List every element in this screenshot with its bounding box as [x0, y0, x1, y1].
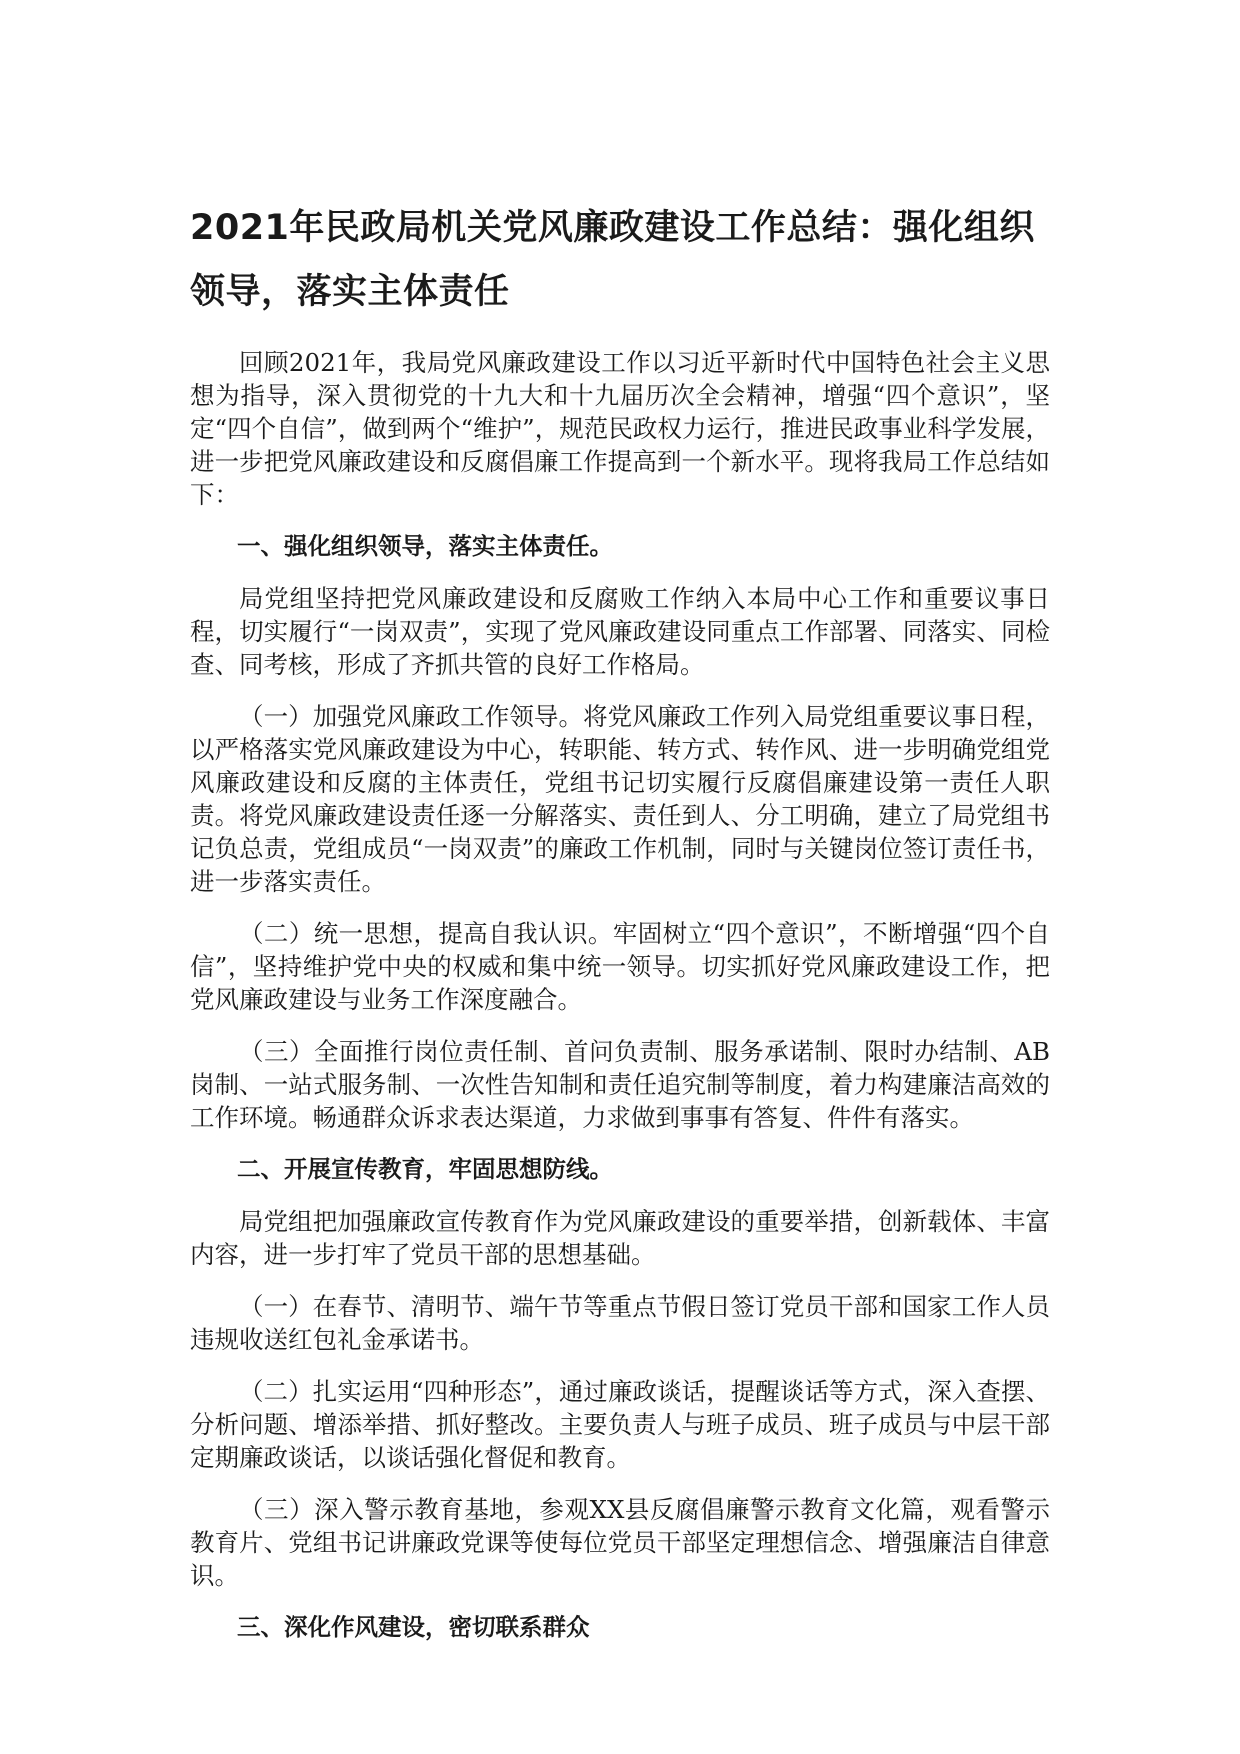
section-1-item-3: （三）全面推行岗位责任制、首问负责制、服务承诺制、限时办结制、AB岗制、一站式服务制、一次性告知制和责任追究制等制度，着力构建廉洁高效的工作环境。畅通群众诉求表达渠道，力求做到事事有答复、件件有落实。	[190, 1037, 1050, 1132]
document-title: 2021年民政局机关党风廉政建设工作总结：强化组织领导，落实主体责任	[190, 208, 1035, 312]
section-2-item-2: （二）扎实运用“四种形态”，通过廉政谈话，提醒谈话等方式，深入查摆、分析问题、增添举措、抓好整改。主要负责人与班子成员、班子成员与中层干部定期廉政谈话，以谈话强化督促和教育。	[190, 1377, 1050, 1472]
section-1-item-1: （一）加强党风廉政工作领导。将党风廉政工作列入局党组重要议事日程，以严格落实党风廉政建设为中心，转职能、转方式、转作风、进一步明确党组党风廉政建设和反腐的主体责任，党组书记切实履行反腐倡廉建设第一责任人职责。将党风廉政建设责任逐一分解落实、责任到人、分工明确，建立了局党组书记负总责，党组成员“一岗双责”的廉政工作机制，同时与关键岗位签订责任书，进一步落实责任。	[190, 702, 1050, 896]
section-heading-3: 三、深化作风建设，密切联系群众	[237, 1613, 590, 1641]
section-1-item-2: （二）统一思想，提高自我认识。牢固树立“四个意识”，不断增强“四个自信”，坚持维护党中央的权威和集中统一领导。切实抓好党风廉政建设工作，把党风廉政建设与业务工作深度融合。	[190, 919, 1050, 1014]
section-heading-2: 二、开展宣传教育，牢固思想防线。	[237, 1155, 613, 1183]
section-2-item-3: （三）深入警示教育基地，参观XX县反腐倡廉警示教育文化篇，观看警示教育片、党组书记讲廉政党课等使每位党员干部坚定理想信念、增强廉洁自律意识。	[190, 1495, 1050, 1590]
section-2-paragraph: 局党组把加强廉政宣传教育作为党风廉政建设的重要举措，创新载体、丰富内容，进一步打牢了党员干部的思想基础。	[190, 1207, 1050, 1269]
section-2-item-1: （一）在春节、清明节、端午节等重点节假日签订党员干部和国家工作人员违规收送红包礼金承诺书。	[190, 1292, 1050, 1354]
section-1-paragraph: 局党组坚持把党风廉政建设和反腐败工作纳入本局中心工作和重要议事日程，切实履行“一岗双责”，实现了党风廉政建设同重点工作部署、同落实、同检查、同考核，形成了齐抓共管的良好工作格局。	[190, 584, 1050, 679]
section-heading-1: 一、强化组织领导，落实主体责任。	[237, 532, 613, 560]
intro-paragraph: 回顾2021年，我局党风廉政建设工作以习近平新时代中国特色社会主义思想为指导，深入贯彻党的十九大和十九届历次全会精神，增强“四个意识”，坚定“四个自信”，做到两个“维护”，规范民政权力运行，推进民政事业科学发展，进一步把党风廉政建设和反腐倡廉工作提高到一个新水平。现将我局工作总结如下：	[190, 348, 1050, 509]
document-page	[190, 196, 1050, 1663]
